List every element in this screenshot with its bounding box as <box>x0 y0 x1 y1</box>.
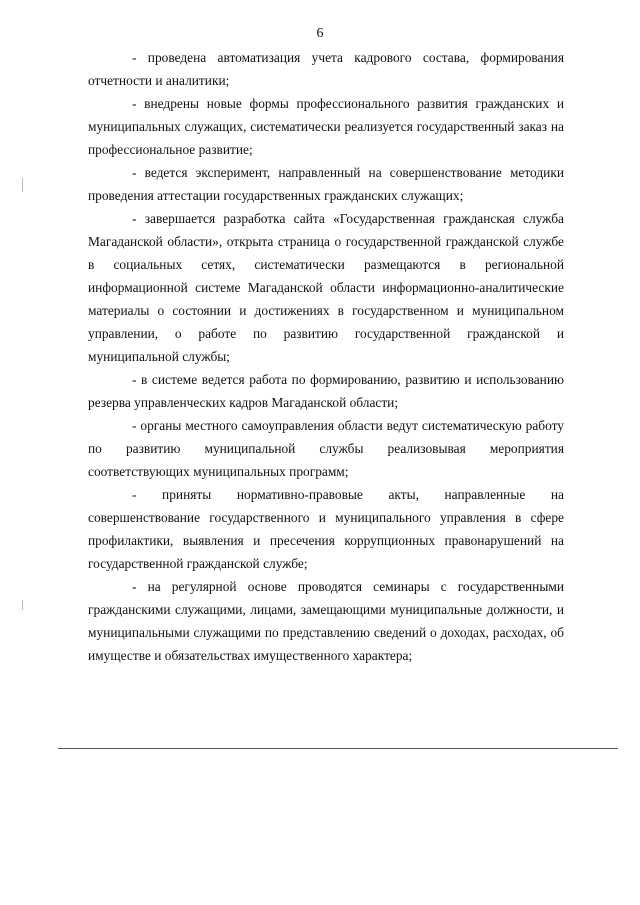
page-number: 6 <box>316 26 324 41</box>
paragraph: - проведена автоматизация учета кадрового состава, формирования отчетности и аналитики; <box>88 50 564 88</box>
footer-divider <box>58 748 618 749</box>
paragraph: - внедрены новые формы профессионального развития гражданских и муниципальных служащих, систематически реализуется государственный заказ на профессиональное развитие; <box>88 96 564 157</box>
paragraph: - органы местного самоуправления области ведут систематическую работу по развитию муниципальной службы реализовывая мероприятия соответствующих муниципальных программ; <box>88 418 564 479</box>
paragraph: - завершается разработка сайта «Государственная гражданская служба Магаданской области», открыта страница о государственной гражданской службе в социальных сетях, систематически размещаются в региональной информационной системе Магаданской области информационно-аналитические материалы о состоянии и достижениях в государственном и муниципальном управлении, о работе по развитию государственной гражданской и муниципальной службы; <box>88 211 564 364</box>
paragraph: - на регулярной основе проводятся семинары с государственными гражданскими служащими, лицами, замещающими муниципальные должности, и муниципальными служащими по представлению сведений о доходах, расходах, об имуществе и обязательствах имущественного характера; <box>88 579 564 663</box>
paragraph: - в системе ведется работа по формированию, развитию и использованию резерва управленческих кадров Магаданской области; <box>88 372 564 410</box>
scan-mark <box>22 600 23 610</box>
scan-mark <box>22 178 23 192</box>
document-body <box>88 46 564 667</box>
paragraph: - ведется эксперимент, направленный на совершенствование методики проведения аттестации государственных гражданских служащих; <box>88 165 564 203</box>
paragraph: - приняты нормативно-правовые акты, направленные на совершенствование государственного и муниципального управления в сфере профилактики, выявления и пресечения коррупционных правонарушений на государственной гражданской службе; <box>88 487 564 571</box>
